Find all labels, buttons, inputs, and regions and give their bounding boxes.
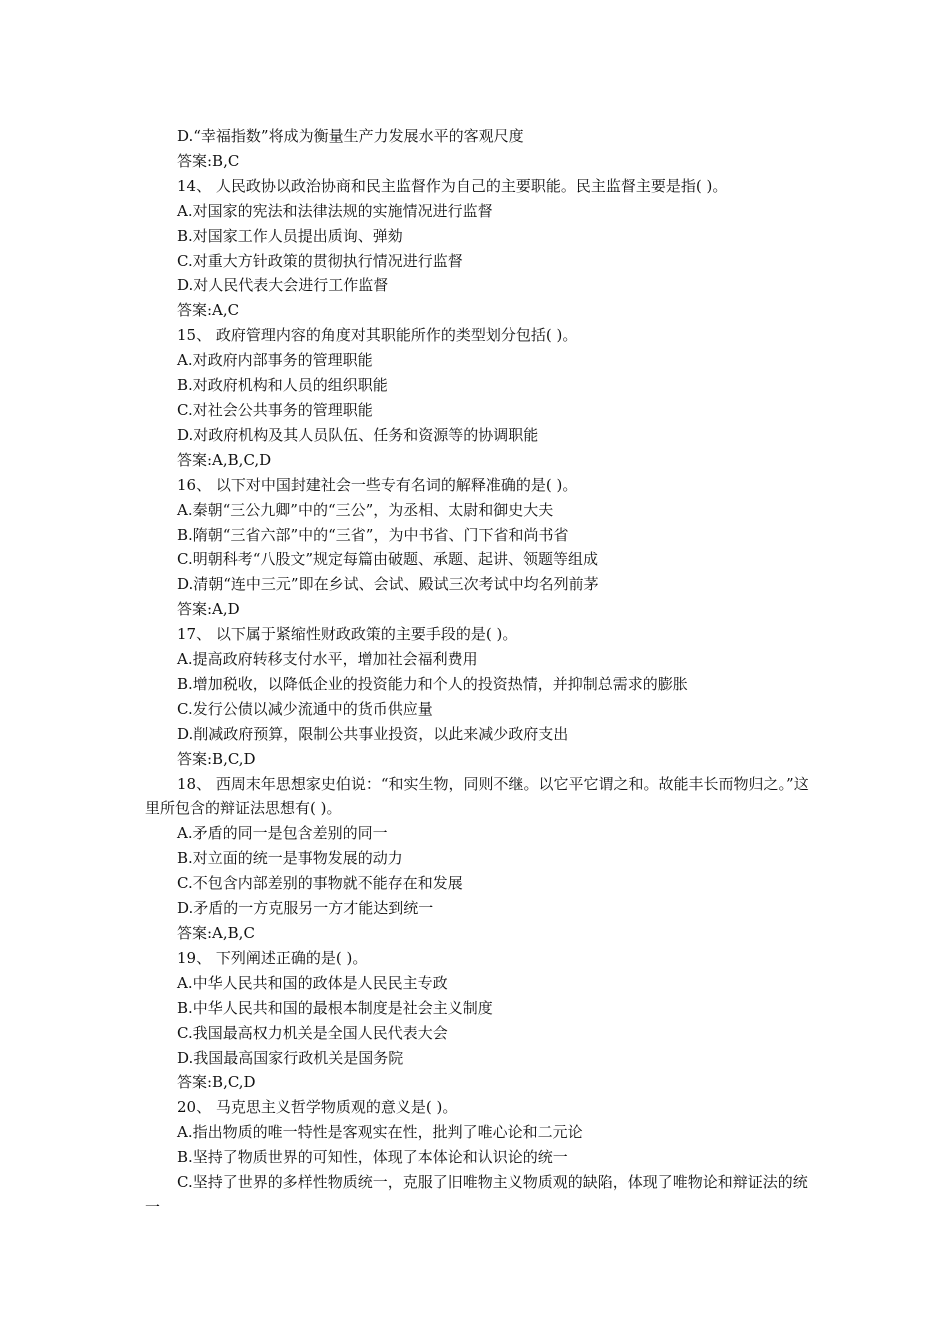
option-line: C.发行公债以减少流通中的货币供应量 <box>177 699 433 718</box>
option-line: B.增加税收，以降低企业的投资能力和个人的投资热情，并抑制总需求的膨胀 <box>177 674 688 693</box>
question-line: 18、 西周末年思想家史伯说：“和实生物，同则不继。以它平它谓之和。故能丰长而物归之。”这里所包含的辩证法思想有( )。 <box>145 774 809 818</box>
question-line: 17、 以下属于紧缩性财政政策的主要手段的是( )。 <box>177 625 518 644</box>
option-line: B.隋朝“三省六部”中的“三省”，为中书省、门下省和尚书省 <box>177 525 569 544</box>
option-line: A.提高政府转移支付水平，增加社会福利费用 <box>177 650 478 669</box>
option-line: C.我国最高权力机关是全国人民代表大会 <box>177 1023 448 1042</box>
question-line: 20、 马克思主义哲学物质观的意义是( )。 <box>177 1098 458 1117</box>
option-line: D.对政府机构及其人员队伍、任务和资源等的协调职能 <box>177 425 539 444</box>
answer-line: 答案:A,B,C,D <box>177 450 272 469</box>
option-line: C.对社会公共事务的管理职能 <box>177 400 373 419</box>
option-line: D.“幸福指数”将成为衡量生产力发展水平的客观尺度 <box>177 127 524 145</box>
option-line: B.对国家工作人员提出质询、弹劾 <box>177 226 403 245</box>
answer-line: 答案:B,C,D <box>177 749 256 768</box>
option-line: D.对人民代表大会进行工作监督 <box>177 276 389 295</box>
option-line: A.秦朝“三公九卿”中的“三公”，为丞相、太尉和御史大夫 <box>177 500 554 519</box>
option-line: C.不包含内部差别的事物就不能存在和发展 <box>177 874 463 893</box>
option-line: B.坚持了物质世界的可知性，体现了本体论和认识论的统一 <box>177 1148 568 1167</box>
option-line: A.中华人民共和国的政体是人民民主专政 <box>177 973 448 992</box>
answer-line: 答案:B,C <box>177 151 240 170</box>
option-line: B.对立面的统一是事物发展的动力 <box>177 849 403 868</box>
option-line: C.明朝科考“八股文”规定每篇由破题、承题、起讲、领题等组成 <box>177 550 599 569</box>
answer-line: 答案:B,C,D <box>177 1073 256 1092</box>
option-line: D.削减政府预算，限制公共事业投资，以此来减少政府支出 <box>177 724 569 743</box>
document-body <box>145 124 810 1220</box>
option-line: D.清朝“连中三元”即在乡试、会试、殿试三次考试中均名列前茅 <box>177 575 599 594</box>
answer-line: 答案:A,C <box>177 301 240 320</box>
option-line: C.对重大方针政策的贯彻执行情况进行监督 <box>177 251 463 270</box>
option-line: A.对国家的宪法和法律法规的实施情况进行监督 <box>177 201 493 220</box>
option-line: B.对政府机构和人员的组织职能 <box>177 376 388 395</box>
option-line: A.对政府内部事务的管理职能 <box>177 351 373 370</box>
option-line: C.坚持了世界的多样性物质统一，克服了旧唯物主义物质观的缺陷，体现了唯物论和辩证法的统一 <box>145 1173 808 1216</box>
option-line: A.指出物质的唯一特性是客观实在性，批判了唯心论和二元论 <box>177 1123 583 1142</box>
question-line: 16、 以下对中国封建社会一些专有名词的解释准确的是( )。 <box>177 475 578 494</box>
question-line: 15、 政府管理内容的角度对其职能所作的类型划分包括( )。 <box>177 326 578 345</box>
question-line: 19、 下列阐述正确的是( )。 <box>177 948 368 967</box>
option-line: B.中华人民共和国的最根本制度是社会主义制度 <box>177 998 493 1017</box>
question-line: 14、 人民政协以政治协商和民主监督作为自己的主要职能。民主监督主要是指( )。 <box>177 176 728 195</box>
answer-line: 答案:A,D <box>177 600 240 619</box>
answer-line: 答案:A,B,C <box>177 924 255 942</box>
option-line: A.矛盾的同一是包含差别的同一 <box>177 824 388 843</box>
option-line: D.我国最高国家行政机关是国务院 <box>177 1048 404 1067</box>
option-line: D.矛盾的一方克服另一方才能达到统一 <box>177 899 434 918</box>
